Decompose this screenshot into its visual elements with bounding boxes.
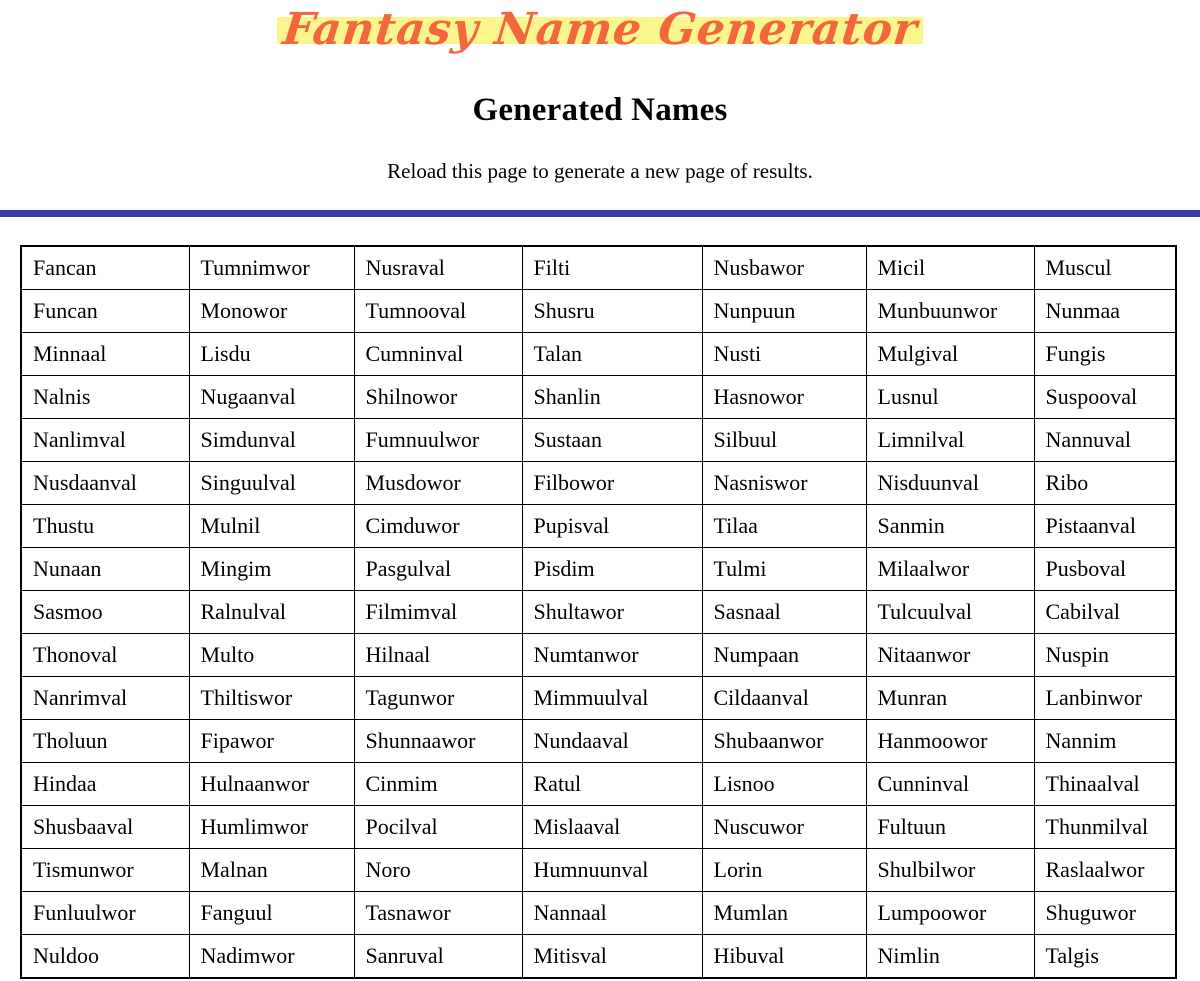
name-cell: Shulbilwor [866, 849, 1034, 892]
name-cell: Nuscuwor [702, 806, 866, 849]
name-cell: Noro [354, 849, 522, 892]
name-cell: Sasmoo [21, 591, 189, 634]
name-cell: Pocilval [354, 806, 522, 849]
name-cell: Nunmaa [1034, 290, 1176, 333]
name-cell: Shusbaaval [21, 806, 189, 849]
name-cell: Hasnowor [702, 376, 866, 419]
name-cell: Thustu [21, 505, 189, 548]
name-cell: Sasnaal [702, 591, 866, 634]
table-row [21, 935, 1176, 979]
name-cell: Filbowor [522, 462, 702, 505]
name-cell: Sustaan [522, 419, 702, 462]
name-cell: Silbuul [702, 419, 866, 462]
name-cell: Lusnul [866, 376, 1034, 419]
name-cell: Thonoval [21, 634, 189, 677]
name-cell: Cunninval [866, 763, 1034, 806]
table-row [21, 246, 1176, 290]
table-row [21, 462, 1176, 505]
name-cell: Nusti [702, 333, 866, 376]
name-cell: Lisdu [189, 333, 354, 376]
table-row [21, 806, 1176, 849]
name-cell: Cinmim [354, 763, 522, 806]
table-row [21, 333, 1176, 376]
name-cell: Numpaan [702, 634, 866, 677]
name-cell: Malnan [189, 849, 354, 892]
name-cell: Cumninval [354, 333, 522, 376]
logo-text: Fantasy Name Generator [280, 4, 920, 55]
name-cell: Thinaalval [1034, 763, 1176, 806]
name-cell: Funcan [21, 290, 189, 333]
logo-graphic [277, 4, 924, 55]
name-cell: Ralnulval [189, 591, 354, 634]
name-cell: Nasniswor [702, 462, 866, 505]
name-cell: Fanguul [189, 892, 354, 935]
name-cell: Tholuun [21, 720, 189, 763]
name-cell: Nusraval [354, 246, 522, 290]
name-cell: Shilnowor [354, 376, 522, 419]
name-cell: Cimduwor [354, 505, 522, 548]
name-cell: Nitaanwor [866, 634, 1034, 677]
name-cell: Hulnaanwor [189, 763, 354, 806]
name-cell: Tulcuulval [866, 591, 1034, 634]
name-cell: Raslaalwor [1034, 849, 1176, 892]
name-cell: Limnilval [866, 419, 1034, 462]
name-cell: Cildaanval [702, 677, 866, 720]
name-cell: Mulgival [866, 333, 1034, 376]
name-cell: Thunmilval [1034, 806, 1176, 849]
name-cell: Nanrimval [21, 677, 189, 720]
name-cell: Shusru [522, 290, 702, 333]
name-cell: Hanmoowor [866, 720, 1034, 763]
name-cell: Mitisval [522, 935, 702, 979]
name-cell: Monowor [189, 290, 354, 333]
name-cell: Sanmin [866, 505, 1034, 548]
name-cell: Fungis [1034, 333, 1176, 376]
name-cell: Singuulval [189, 462, 354, 505]
name-cell: Nuldoo [21, 935, 189, 979]
name-cell: Fultuun [866, 806, 1034, 849]
name-cell: Tilaa [702, 505, 866, 548]
name-cell: Tasnawor [354, 892, 522, 935]
name-cell: Talgis [1034, 935, 1176, 979]
name-cell: Tagunwor [354, 677, 522, 720]
name-cell: Nanlimval [21, 419, 189, 462]
table-row [21, 376, 1176, 419]
name-cell: Tumnimwor [189, 246, 354, 290]
name-cell: Fumnuulwor [354, 419, 522, 462]
name-cell: Lumpoowor [866, 892, 1034, 935]
name-cell: Pisdim [522, 548, 702, 591]
name-cell: Mulnil [189, 505, 354, 548]
name-cell: Mumlan [702, 892, 866, 935]
name-cell: Muscul [1034, 246, 1176, 290]
name-cell: Nusbawor [702, 246, 866, 290]
generated-names-table [20, 245, 1177, 979]
name-cell: Shuguwor [1034, 892, 1176, 935]
name-cell: Munbuunwor [866, 290, 1034, 333]
name-cell: Nannim [1034, 720, 1176, 763]
name-cell: Shubaanwor [702, 720, 866, 763]
name-cell: Nannuval [1034, 419, 1176, 462]
name-cell: Ratul [522, 763, 702, 806]
name-cell: Talan [522, 333, 702, 376]
name-cell: Shanlin [522, 376, 702, 419]
name-cell: Nunpuun [702, 290, 866, 333]
table-row [21, 290, 1176, 333]
name-cell: Tismunwor [21, 849, 189, 892]
name-cell: Mimmuulval [522, 677, 702, 720]
name-cell: Tumnooval [354, 290, 522, 333]
name-cell: Munran [866, 677, 1034, 720]
name-cell: Nalnis [21, 376, 189, 419]
name-cell: Nusdaanval [21, 462, 189, 505]
name-cell: Nimlin [866, 935, 1034, 979]
header-divider [0, 210, 1200, 217]
table-row [21, 892, 1176, 935]
name-cell: Hibuval [702, 935, 866, 979]
table-row [21, 419, 1176, 462]
name-cell: Filmimval [354, 591, 522, 634]
name-cell: Funluulwor [21, 892, 189, 935]
name-cell: Shultawor [522, 591, 702, 634]
name-cell: Humlimwor [189, 806, 354, 849]
name-cell: Sanruval [354, 935, 522, 979]
name-cell: Filti [522, 246, 702, 290]
name-cell: Numtanwor [522, 634, 702, 677]
name-cell: Pasgulval [354, 548, 522, 591]
name-cell: Simdunval [189, 419, 354, 462]
name-cell: Pistaanval [1034, 505, 1176, 548]
name-cell: Pupisval [522, 505, 702, 548]
table-row [21, 763, 1176, 806]
name-cell: Fipawor [189, 720, 354, 763]
name-cell: Micil [866, 246, 1034, 290]
names-table-container [0, 225, 1200, 979]
page-subtitle: Reload this page to generate a new page of results. [387, 159, 813, 183]
page-title: Generated Names [472, 92, 728, 128]
name-cell: Nundaaval [522, 720, 702, 763]
name-cell: Fancan [21, 246, 189, 290]
name-cell: Shunnaawor [354, 720, 522, 763]
name-cell: Nadimwor [189, 935, 354, 979]
name-cell: Nuspin [1034, 634, 1176, 677]
name-cell: Humnuunval [522, 849, 702, 892]
name-cell: Hindaa [21, 763, 189, 806]
table-row [21, 591, 1176, 634]
name-cell: Tulmi [702, 548, 866, 591]
name-cell: Musdowor [354, 462, 522, 505]
name-cell: Suspooval [1034, 376, 1176, 419]
name-cell: Mingim [189, 548, 354, 591]
name-cell: Cabilval [1034, 591, 1176, 634]
name-cell: Nugaanval [189, 376, 354, 419]
site-logo [0, 0, 1200, 68]
name-cell: Nisduunval [866, 462, 1034, 505]
name-cell: Thiltiswor [189, 677, 354, 720]
name-cell: Mislaaval [522, 806, 702, 849]
name-cell: Multo [189, 634, 354, 677]
name-cell: Lorin [702, 849, 866, 892]
table-row [21, 677, 1176, 720]
name-cell: Lanbinwor [1034, 677, 1176, 720]
name-cell: Milaalwor [866, 548, 1034, 591]
table-row [21, 634, 1176, 677]
name-cell: Hilnaal [354, 634, 522, 677]
name-cell: Ribo [1034, 462, 1176, 505]
table-row [21, 720, 1176, 763]
name-cell: Nunaan [21, 548, 189, 591]
table-row [21, 505, 1176, 548]
name-cell: Minnaal [21, 333, 189, 376]
names-table-body [21, 246, 1176, 978]
table-row [21, 548, 1176, 591]
name-cell: Nannaal [522, 892, 702, 935]
table-row [21, 849, 1176, 892]
name-cell: Pusboval [1034, 548, 1176, 591]
name-cell: Lisnoo [702, 763, 866, 806]
